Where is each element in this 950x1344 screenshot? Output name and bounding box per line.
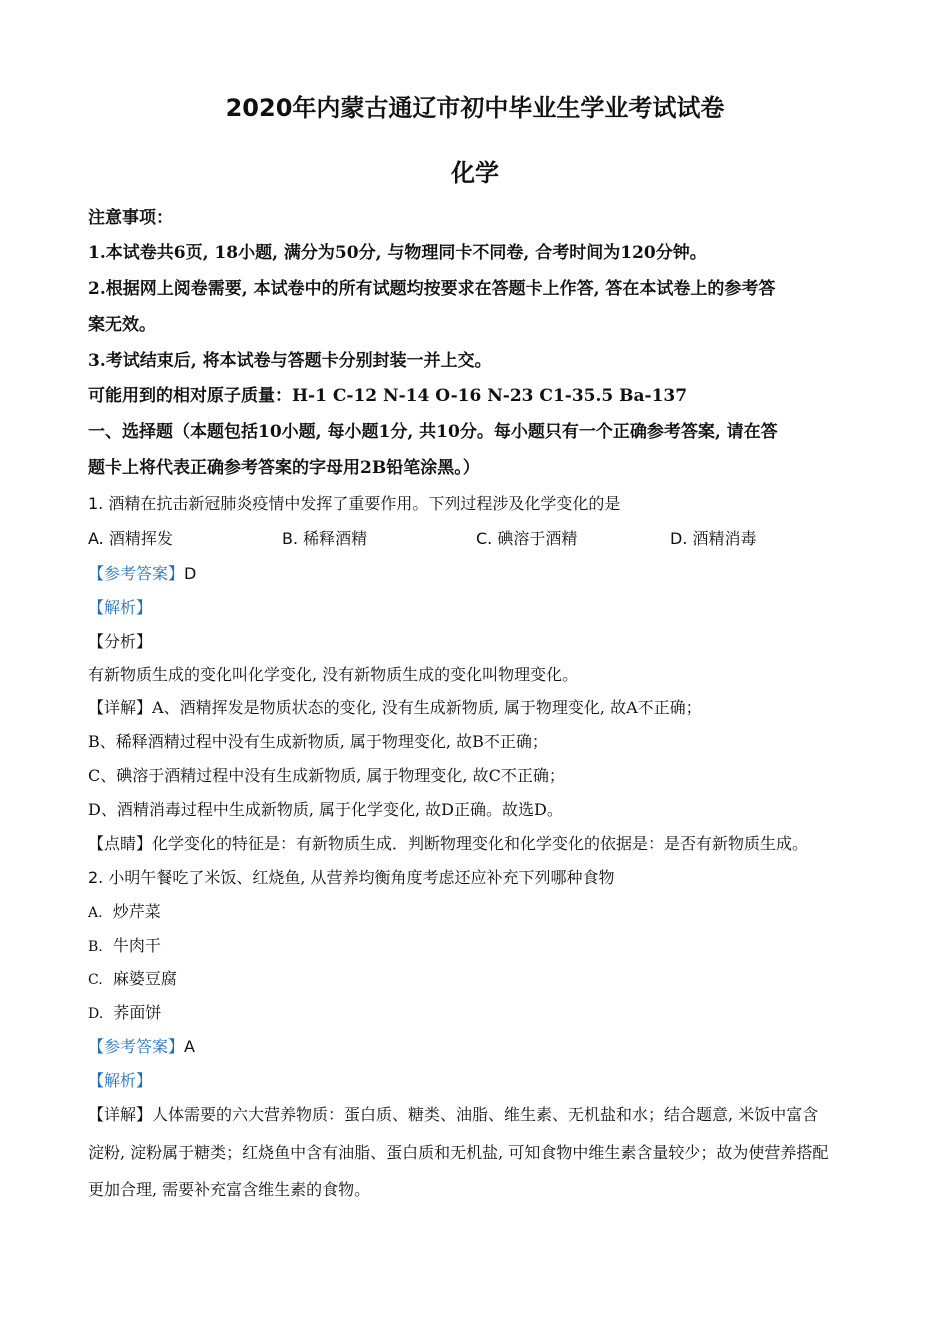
q1-answer-value: D: [184, 564, 197, 583]
q1-option-c: C. 碘溶于酒精: [476, 529, 578, 548]
q1-stem-text: 酒精在抗击新冠肺炎疫情中发挥了重要作用。下列过程涉及化学变化的是: [108, 494, 621, 513]
q1-detail-4: D、酒精消毒过程中生成新物质, 属于化学变化, 故D正确。故选D。: [88, 800, 563, 819]
notice-line-2b: 案无效。: [88, 315, 156, 335]
q2-detail-1: 【详解】人体需要的六大营养物质：蛋白质、糖类、油脂、维生素、无机盐和水；结合题意, 米饭中富含: [88, 1105, 819, 1124]
subject-title: 化学: [451, 159, 499, 187]
q1-option-a: A. 酒精挥发: [88, 529, 173, 548]
q1-stem: [88, 494, 868, 514]
section-1-instructions-b: 题卡上将代表正确参考答案的字母用2B铅笔涂黑。）: [88, 458, 480, 478]
section-1-instructions-a: 一、选择题（本题包括10小题, 每小题1分, 共10分。每小题只有一个正确参考答案, 请在答: [88, 422, 778, 442]
exam-title: 2020年内蒙古通辽市初中毕业生学业考试试卷: [225, 94, 725, 122]
q1-tip: 【点睛】化学变化的特征是：有新物质生成．判断物理变化和化学变化的依据是：是否有新物质生成。: [88, 834, 809, 853]
q2-option-d: D. 荞面饼: [88, 1003, 162, 1022]
q1-analysis-label: 【解析】: [88, 598, 153, 617]
q1-detail-1: 【详解】A、酒精挥发是物质状态的变化, 没有生成新物质, 属于物理变化, 故A不正确；: [88, 698, 702, 717]
q2-number: 2.: [88, 868, 104, 887]
q2-answer: [88, 1037, 868, 1057]
q2-detail-2: 淀粉, 淀粉属于糖类；红烧鱼中含有油脂、蛋白质和无机盐, 可知食物中维生素含量较少；故为使营养搭配: [88, 1143, 829, 1162]
q1-fenxi-label: 【分析】: [88, 632, 153, 651]
notice-line-2a: 2.根据网上阅卷需要, 本试卷中的所有试题均按要求在答题卡上作答, 答在本试卷上的参考答: [88, 279, 776, 299]
q2-stem: [88, 868, 868, 888]
notice-line-1: 1.本试卷共6页, 18小题, 满分为50分, 与物理同卡不同卷, 合考时间为120分钟。: [88, 243, 707, 263]
q1-detail-2: B、稀释酒精过程中没有生成新物质, 属于物理变化, 故B不正确；: [88, 732, 548, 751]
q2-answer-label: 【参考答案】: [88, 1037, 185, 1056]
q1-detail-3: C、碘溶于酒精过程中没有生成新物质, 属于物理变化, 故C不正确；: [88, 766, 565, 785]
q2-option-a: A. 炒芹菜: [88, 902, 161, 921]
q1-answer: [88, 564, 868, 584]
q1-answer-label: 【参考答案】: [88, 564, 185, 583]
q2-option-b: B. 牛肉干: [88, 936, 161, 955]
q2-answer-value: A: [184, 1037, 195, 1056]
q1-number: 1.: [88, 494, 104, 513]
q2-stem-text: 小明午餐吃了米饭、红烧鱼, 从营养均衡角度考虑还应补充下列哪种食物: [108, 868, 615, 887]
notice-heading: 注意事项：: [88, 208, 173, 228]
atomic-masses: 可能用到的相对原子质量：H-1 C-12 N-14 O-16 N-23 C1-35.5 Ba-137: [88, 386, 688, 406]
q1-fenxi-text: 有新物质生成的变化叫化学变化, 没有新物质生成的变化叫物理变化。: [88, 665, 579, 684]
q2-detail-3: 更加合理, 需要补充富含维生素的食物。: [88, 1180, 371, 1199]
q1-option-d: D. 酒精消毒: [670, 529, 757, 548]
q2-analysis-label: 【解析】: [88, 1071, 153, 1090]
notice-line-3: 3.考试结束后, 将本试卷与答题卡分别封装一并上交。: [88, 351, 492, 371]
q1-option-b: B. 稀释酒精: [282, 529, 368, 548]
q2-option-c: C. 麻婆豆腐: [88, 969, 177, 988]
